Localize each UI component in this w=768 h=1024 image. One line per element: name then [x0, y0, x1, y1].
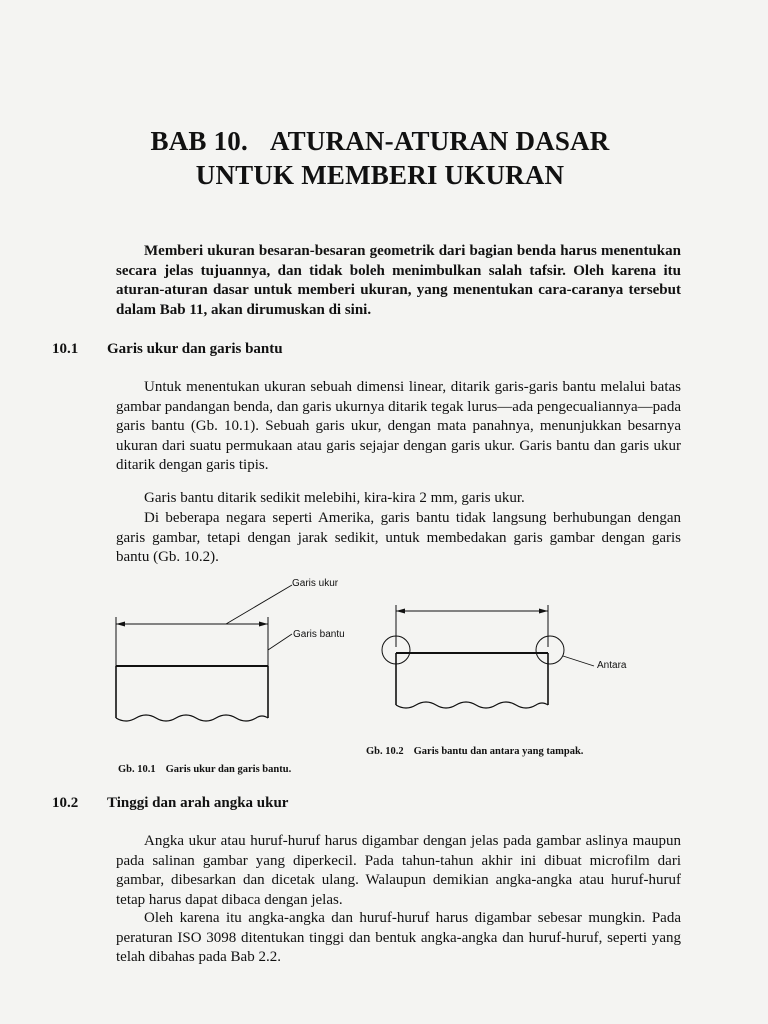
label-garis-ukur: Garis ukur: [292, 578, 339, 589]
caption-text: Garis bantu dan antara yang tampak.: [413, 746, 584, 757]
paragraph: Di beberapa negara seperti Amerika, garis bantu tidak langsung berhubungan dengan garis gambar, tetapi dengan jarak sedikit, untuk membedakan garis gambar dengan garis bantu (Gb. 10.2).: [116, 510, 681, 565]
section-heading-10-2: [52, 795, 288, 812]
section-title: Garis ukur dan garis bantu: [107, 341, 283, 357]
paragraph: Angka ukur atau huruf-huruf harus digambar dengan jelas pada gambar aslinya maupun pada salinan gambar yang diperkecil. Pada tahun-tahun akhir ini dibuat microfilm dari gambar, dibesarkan dan dicetak ulang. Walaupun demikian angka-angka atau huruf-huruf tetap harus dapat dibaca dengan jelas.: [116, 833, 681, 908]
chapter-title-line1: ATURAN-ATURAN DASAR: [269, 126, 610, 156]
section-number: 10.1: [52, 341, 79, 357]
caption-number: Gb. 10.1: [118, 764, 156, 775]
paragraph: Garis bantu ditarik sedikit melebihi, kira-kira 2 mm, garis ukur.: [144, 490, 525, 506]
figure-10-2-drawing: [382, 605, 594, 708]
label-antara: Antara: [597, 660, 627, 671]
section-number: 10.2: [52, 795, 79, 811]
paragraph: Oleh karena itu angka-angka dan huruf-huruf harus digambar sebesar mungkin. Pada peraturan ISO 3098 ditentukan tinggi dan bentuk angka-angka dan huruf-huruf, seperti yang telah dibahas pada Bab 2.2.: [116, 910, 681, 965]
caption-number: Gb. 10.2: [366, 746, 404, 757]
chapter-title-line2: UNTUK MEMBERI UKURAN: [195, 160, 565, 190]
intro-paragraph: Memberi ukuran besaran-besaran geometrik dari bagian benda harus menentukan secara jelas tujuannya, dan tidak boleh menimbulkan salah tafsir. Oleh karena itu aturan-aturan dasar untuk memberi ukuran, yang menentukan cara-caranya tersebut dalam Bab 11, akan dirumuskan di sini.: [116, 243, 681, 318]
figure-caption-10-2: [366, 746, 583, 757]
figure-10-1-drawing: [116, 585, 292, 721]
caption-text: Garis ukur dan garis bantu.: [165, 764, 292, 775]
figure-caption-10-1: [118, 764, 291, 775]
section-title: Tinggi dan arah angka ukur: [107, 795, 289, 811]
paragraph: Untuk menentukan ukuran sebuah dimensi linear, ditarik garis-garis bantu melalui batas gambar pandangan benda, dan garis ukurnya ditarik tegak lurus—ada pengecualiannya—pada garis bantu (Gb. 10.1). Sebuah garis ukur, dengan mata panahnya, menunjukkan besarnya ukuran dari suatu permukaan atau garis sejajar dengan garis ukur. Garis bantu dan garis ukur ditarik dengan garis tipis.: [116, 379, 681, 473]
label-garis-bantu: Garis bantu: [293, 629, 345, 640]
chapter-number: BAB 10.: [150, 126, 248, 156]
